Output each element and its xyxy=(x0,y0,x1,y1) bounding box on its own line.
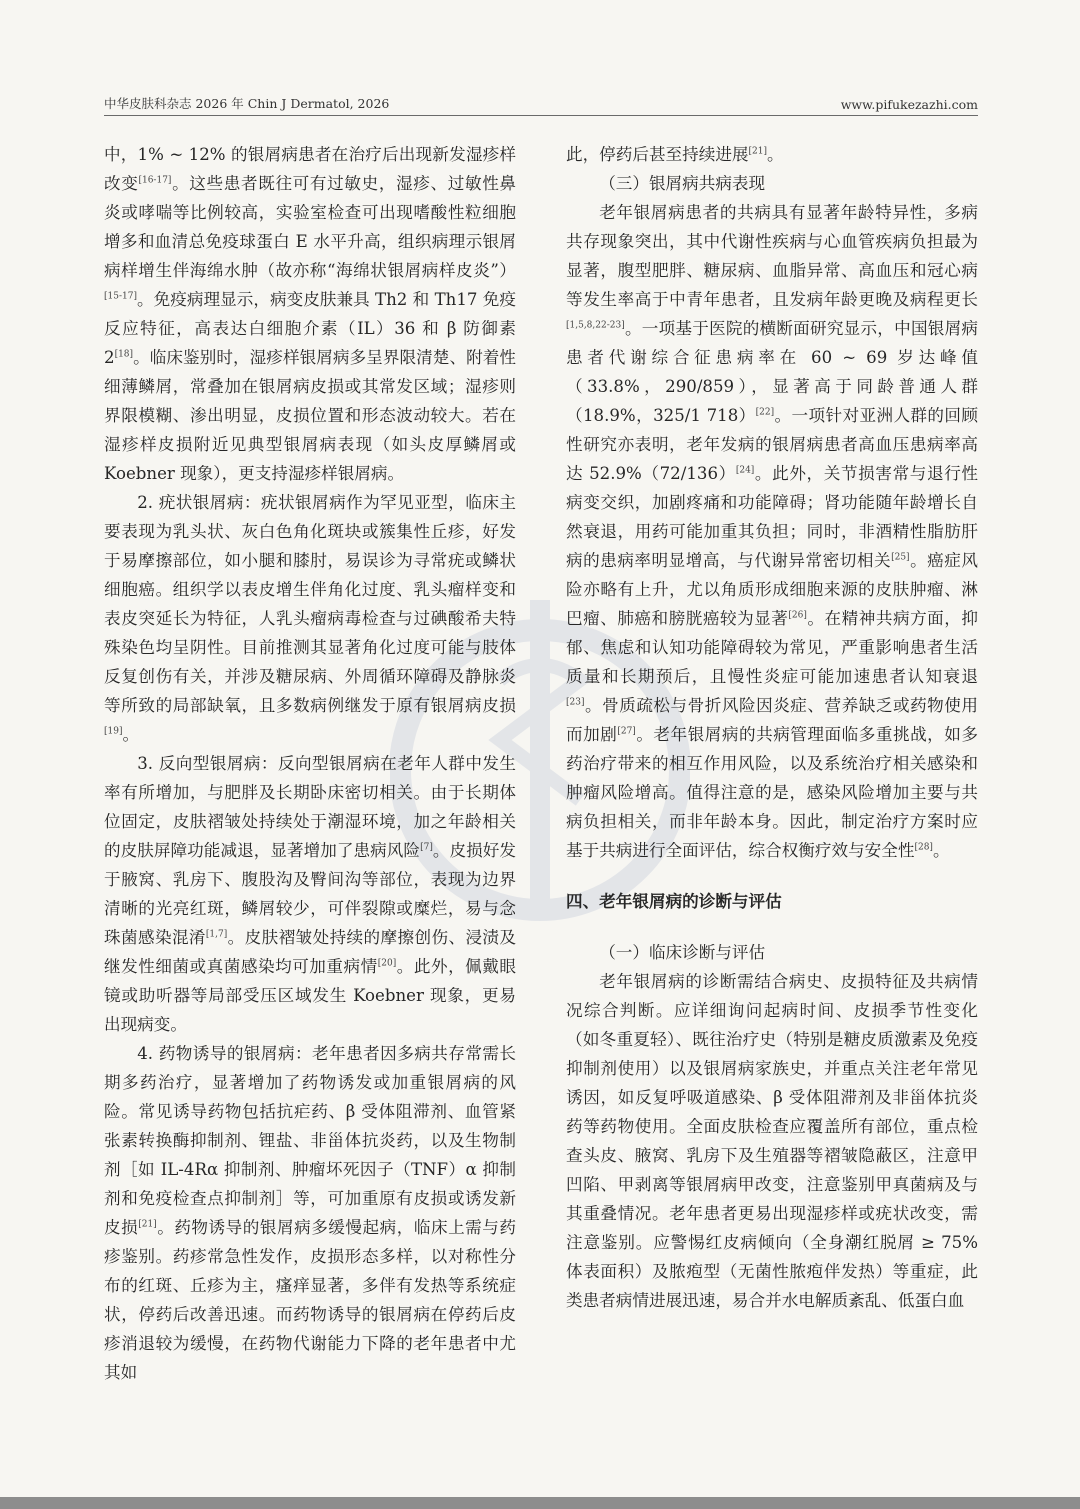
citation-ref[interactable]: [25] xyxy=(891,552,910,563)
citation-ref[interactable]: [26] xyxy=(788,610,807,621)
paragraph-eczematoid: 中，1% ~ 12% 的银屑病患者在治疗后出现新发湿疹样改变[16-17]。这些患者既往可有过敏史，湿疹、过敏性鼻炎或哮喘等比例较高，实验室检查可出现嗜酸性粒细胞增多和血清总免疫球蛋白 E 水平升高，组织病理示银屑病样增生伴海绵水肿（故亦称“海绵状银屑病样皮炎”）[15-17]。免疫病理显示，病变皮肤兼具 Th2 和 Th17 免疫反应特征，高表达白细胞介素（IL）36 和 β 防御素 2[18]。临床鉴别时，湿疹样银屑病多呈界限清楚、附着性细薄鳞屑，常叠加在银屑病皮损或其常发区域；湿疹则界限模糊、渗出明显，皮损位置和形态波动较大。若在湿疹样皮损附近见典型银屑病表现（如头皮厚鳞屑或 Koebner 现象），更支持湿疹样银屑病。 xyxy=(104,145,517,483)
citation-ref[interactable]: [27] xyxy=(617,726,636,737)
citation-ref[interactable]: [7] xyxy=(420,842,433,853)
journal-website: www.pifukezazhi.com xyxy=(840,97,978,112)
running-header xyxy=(104,90,978,116)
subsection-title-comorbidity: （三）银屑病共病表现 xyxy=(599,174,766,193)
citation-ref[interactable]: [16-17] xyxy=(138,175,172,186)
bottom-scroll-bar xyxy=(0,1497,1080,1509)
citation-ref[interactable]: [24] xyxy=(735,465,755,476)
paragraph-clinical-diagnosis: 老年银屑病的诊断需结合病史、皮损特征及共病情况综合判断。应详细询问起病时间、皮损季节性变化（如冬重夏轻）、既往治疗史（特别是糖皮质激素及免疫抑制剂使用）以及银屑病家族史，并重点关注老年常见诱因，如反复呼吸道感染、β 受体阻滞剂及非甾体抗炎药等药物使用。全面皮肤检查应覆盖所有部位，重点检查头皮、腋窝、乳房下及生殖器等褶皱隐蔽区，注意甲凹陷、甲剥离等银屑病甲改变，注意鉴别甲真菌病及与其重叠情况。老年患者更易出现湿疹样或疣状改变，需注意鉴别。应警惕红皮病倾向（全身潮红脱屑 ≥ 75% 体表面积）及脓疱型（无菌性脓疱伴发热）等重症，此类患者病情进展迅速，易合并水电解质紊乱、低蛋白血 xyxy=(566,972,978,1310)
citation-ref[interactable]: [21] xyxy=(138,1219,157,1230)
paragraph-inverse: 3. 反向型银屑病：反向型银屑病在老年人群中发生率有所增加，与肥胖及长期卧床密切相关。由于长期体位固定，皮肤褶皱处持续处于潮湿环境，加之年龄相关的皮肤屏障功能减退，显著增加了患病风险[7]。皮损好发于腋窝、乳房下、腹股沟及臀间沟等部位，表现为边界清晰的光亮红斑，鳞屑较少，可伴裂隙或糜烂，易与念珠菌感染混淆[1,7]。皮肤褶皱处持续的摩擦创伤、浸渍及继发性细菌或真菌感染均可加重病情[20]。此外，佩戴眼镜或助听器等局部受压区域发生 Koebner 现象，更易出现病变。 xyxy=(104,754,517,1034)
citation-ref[interactable]: [19] xyxy=(104,726,123,737)
section-title-diagnosis: 四、老年银屑病的诊断与评估 xyxy=(566,892,782,911)
subsection-title-clinical-diagnosis: （一）临床诊断与评估 xyxy=(599,943,766,962)
citation-ref[interactable]: [20] xyxy=(377,958,397,969)
left-column xyxy=(104,140,516,1387)
journal-citation: 中华皮肤科杂志 2026 年 Chin J Dermatol, 2026 xyxy=(104,96,390,111)
paragraph-drug-induced: 4. 药物诱导的银屑病：老年患者因多病共存常需长期多药治疗，显著增加了药物诱发或加重银屑病的风险。常见诱导药物包括抗疟药、β 受体阻滞剂、血管紧张素转换酶抑制剂、锂盐、非甾体抗炎药，以及生物制剂［如 IL-4Rα 抑制剂、肿瘤坏死因子（TNF）α 抑制剂和免疫检查点抑制剂］等，可加重原有皮损或诱发新皮损[21]。药物诱导的银屑病多缓慢起病，临床上需与药疹鉴别。药疹常急性发作，皮损形态多样，以对称性分布的红斑、丘疹为主，瘙痒显著，多伴有发热等系统症状，停药后改善迅速。而药物诱导的银屑病在停药后皮疹消退较为缓慢，在药物代谢能力下降的老年患者中尤其如 xyxy=(104,1044,516,1382)
paragraph-verrucous: 2. 疣状银屑病：疣状银屑病作为罕见亚型，临床主要表现为乳头状、灰白色角化斑块或簇集性丘疹，好发于易摩擦部位，如小腿和膝肘，易误诊为寻常疣或鳞状细胞癌。组织学以表皮增生伴角化过度、乳头瘤样变和表皮突延长为特征，人乳头瘤病毒检查与过碘酸希夫特殊染色均呈阴性。目前推测其显著角化过度可能与肢体反复创伤有关，并涉及糖尿病、外周循环障碍及静脉炎等所致的局部缺氧，且多数病例继发于原有银屑病皮损[19]。 xyxy=(104,493,516,744)
citation-ref[interactable]: [22] xyxy=(755,407,775,418)
paragraph-comorbidity: 老年银屑病患者的共病具有显著年龄特异性，多病共存现象突出，其中代谢性疾病与心血管疾病负担最为显著，腹型肥胖、糖尿病、血脂异常、高血压和冠心病等发生率高于中青年患者，且发病年龄更晚及病程更长[1,5,8,22-23]。一项基于医院的横断面研究显示，中国银屑病患者代谢综合征患病率在 60 ~ 69 岁达峰值（33.8%，290/859），显著高于同龄普通人群（18.9%，325/1 718）[22]。一项针对亚洲人群的回顾性研究亦表明，老年发病的银屑病患者高血压患病率高达 52.9%（72/136）[24]。此外，关节损害常与退行性病变交织，加剧疼痛和功能障碍；肾功能随年龄增长自然衰退，用药可能加重其负担；同时，非酒精性脂肪肝病的患病率明显增高，与代谢异常密切相关[25]。癌症风险亦略有上升，尤以角质形成细胞来源的皮肤肿瘤、淋巴瘤、肺癌和膀胱癌较为显著[26]。在精神共病方面，抑郁、焦虑和认知功能障碍较为常见，严重影响患者生活质量和长期预后，且慢性炎症可能加速患者认知衰退[23]。骨质疏松与骨折风险因炎症、营养缺乏或药物使用而加剧[27]。老年银屑病的共病管理面临多重挑战，如多药治疗带来的相互作用风险，以及系统治疗相关感染和肿瘤风险增高。值得注意的是，感染风险增加主要与共病负担相关，而非年龄本身。因此，制定治疗方案时应基于共病进行全面评估，综合权衡疗效与安全性[28]。 xyxy=(566,203,978,860)
paragraph-continuation: 此，停药后甚至持续进展[21]。 xyxy=(566,145,784,164)
citation-ref[interactable]: [1,7] xyxy=(205,929,228,940)
citation-ref[interactable]: [23] xyxy=(566,697,585,708)
citation-ref[interactable]: [15-17] xyxy=(104,291,137,302)
citation-ref[interactable]: [21] xyxy=(748,146,768,157)
citation-ref[interactable]: [28] xyxy=(914,842,933,853)
right-column xyxy=(566,140,978,1315)
citation-ref[interactable]: [1,5,8,22-23] xyxy=(566,320,625,331)
citation-ref[interactable]: [18] xyxy=(114,349,134,360)
